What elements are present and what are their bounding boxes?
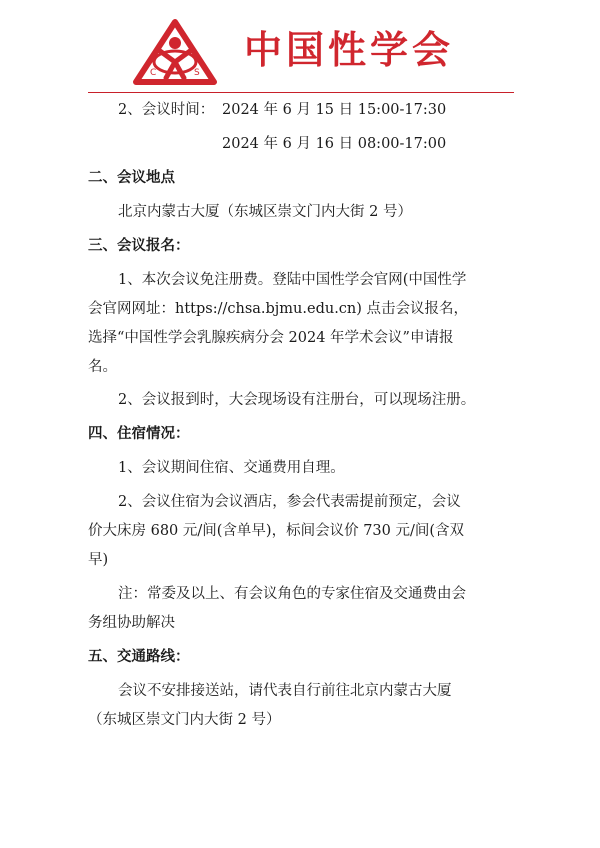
registration-p1-line: 会官网网址：https://chsa.bjmu.edu.cn) 点击会议报名， <box>88 301 469 317</box>
lodging-p2-line: 价大床房 680 元/间(含单早)，标间会议价 730 元/间(含双 <box>88 523 465 539</box>
registration-p2: 2、会议报到时，大会现场设有注册台，可以现场注册。 <box>118 392 476 408</box>
location-heading: 二、会议地点 <box>88 170 175 186</box>
header-divider <box>88 92 514 93</box>
lodging-p2-line: 2、会议住宿为会议酒店，参会代表需提前预定，会议 <box>118 494 461 510</box>
transport-line: （东城区崇文门内大街 2 号） <box>88 712 281 728</box>
svg-text:C: C <box>150 68 157 78</box>
transport-line: 会议不安排接送站，请代表自行前往北京内蒙古大厦 <box>118 683 452 699</box>
registration-p1-line: 选择“中国性学会乳腺疾病分会 2024 年学术会议”申请报 <box>88 330 454 346</box>
time-label: 2、会议时间： <box>118 102 215 118</box>
society-logo <box>132 18 218 88</box>
registration-p1-line: 1、本次会议免注册费。登陆中国性学会官网(中国性学 <box>118 272 467 288</box>
lodging-note-line: 注：常委及以上、有会议角色的专家住宿及交通费由会 <box>118 586 466 602</box>
svg-text:S: S <box>194 68 200 78</box>
time-day1: 2024 年 6 月 15 日 15:00-17:30 <box>222 102 447 118</box>
lodging-p2-line: 早) <box>88 552 109 568</box>
time-day2: 2024 年 6 月 16 日 08:00-17:00 <box>222 136 447 152</box>
organization-name: 中国性学会 <box>244 28 455 72</box>
letterhead <box>0 0 600 92</box>
transport-heading: 五、交通路线： <box>88 649 190 665</box>
location-address: 北京内蒙古大厦（东城区崇文门内大街 2 号） <box>118 204 412 220</box>
lodging-p1: 1、会议期间住宿、交通费用自理。 <box>118 460 345 476</box>
lodging-note-line: 务组协助解决 <box>88 615 175 631</box>
registration-p1-line: 名。 <box>88 359 117 375</box>
registration-heading: 三、会议报名： <box>88 238 190 254</box>
lodging-heading: 四、住宿情况： <box>88 426 190 442</box>
